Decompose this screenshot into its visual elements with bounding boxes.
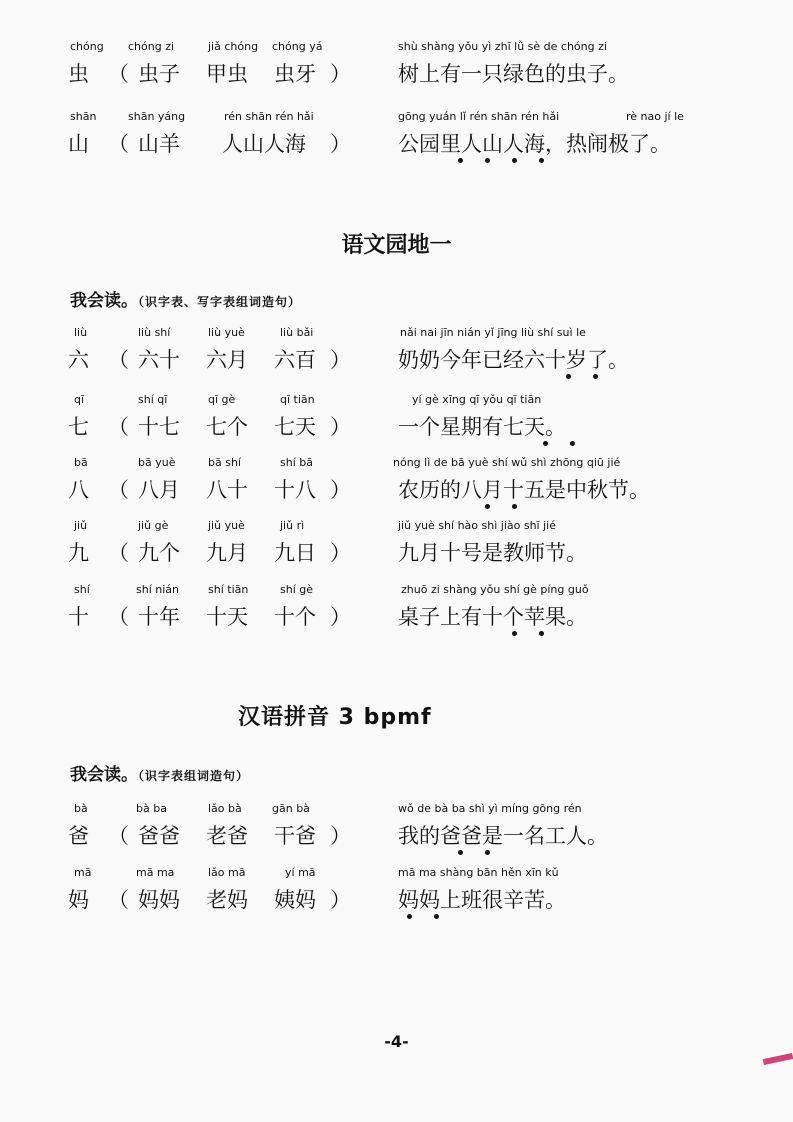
section-title: 语文园地一 <box>341 233 452 258</box>
example-sentence: 我的爸爸是一名工人。 <box>398 824 608 848</box>
pinyin-char: liù <box>74 326 88 339</box>
emphasis-dot <box>566 374 571 379</box>
pinyin-word-2: lǎo bà <box>208 802 242 815</box>
pinyin-word-3: qī tiān <box>280 393 315 406</box>
subsection-note: （识字表组词造句） <box>138 769 250 783</box>
word-1: 八月 <box>138 478 180 502</box>
open-paren: （ <box>108 132 129 156</box>
word-3: 九日 <box>274 541 316 565</box>
example-sentence: 桌子上有十个苹果。 <box>398 605 587 629</box>
emphasis-dot <box>543 441 548 446</box>
pinyin-sentence: mā ma shàng bān hěn xīn kǔ <box>398 866 559 879</box>
example-sentence: 公园里人山人海，热闹极了。 <box>398 132 671 156</box>
open-paren: （ <box>108 478 129 502</box>
example-sentence: 一个星期有七天。 <box>398 415 566 439</box>
pinyin-char: qī <box>74 393 85 406</box>
word-2: 甲虫 <box>206 62 248 86</box>
close-paren: ） <box>330 824 351 848</box>
open-paren: （ <box>108 605 129 629</box>
pinyin-sentence: zhuō zi shàng yǒu shí gè píng guǒ <box>401 583 589 596</box>
page-number: -4- <box>384 1032 409 1051</box>
pinyin-word-1: shí qī <box>138 393 168 406</box>
pinyin-word-3: gān bà <box>272 802 310 815</box>
open-paren: （ <box>108 62 129 86</box>
character: 妈 <box>68 888 89 912</box>
subsection-title: 我会读。 <box>70 765 138 785</box>
pinyin-sentence: wǒ de bà ba shì yì míng gōng rén <box>398 802 582 815</box>
pinyin-char: shí <box>74 583 90 596</box>
close-paren: ） <box>330 62 351 86</box>
character: 七 <box>68 415 89 439</box>
close-paren: ） <box>330 348 351 372</box>
word-1: 十年 <box>138 605 180 629</box>
pinyin-word-1: liù shí <box>138 326 171 339</box>
pinyin-word-1: chóng zi <box>128 40 175 53</box>
pinyin-char: chóng <box>70 40 104 53</box>
section-title: 汉语拼音 3 bpmf <box>238 705 432 730</box>
word-2: 老爸 <box>206 824 248 848</box>
word-3: 十八 <box>274 478 316 502</box>
character: 十 <box>68 605 89 629</box>
word-2: 九月 <box>206 541 248 565</box>
character: 九 <box>68 541 89 565</box>
subsection-title: 我会读。 <box>70 291 138 311</box>
subsection-note: （识字表、写字表组词造句） <box>138 295 302 309</box>
pinyin-sentence: jiǔ yuè shí hào shì jiào shī jié <box>398 519 556 532</box>
pinyin-word-2: jiǔ yuè <box>208 519 245 532</box>
word-3: 六百 <box>274 348 316 372</box>
pinyin-char: shān <box>70 110 97 123</box>
pinyin-word-3: shí bā <box>280 456 313 469</box>
emphasis-dot <box>485 850 490 855</box>
emphasis-dot <box>512 504 517 509</box>
pinyin-sentence-2: rè nao jí le <box>626 110 684 123</box>
pinyin-word-3: chóng yá <box>272 40 323 53</box>
emphasis-dot <box>593 374 598 379</box>
open-paren: （ <box>108 415 129 439</box>
pinyin-word-3: liù bǎi <box>280 326 314 339</box>
pinyin-word-3: shí gè <box>280 583 314 596</box>
open-paren: （ <box>108 888 129 912</box>
emphasis-dot <box>539 631 544 636</box>
pinyin-char: bā <box>74 456 88 469</box>
pinyin-word-3: yí mā <box>285 866 316 879</box>
open-paren: （ <box>108 824 129 848</box>
close-paren: ） <box>330 541 351 565</box>
pinyin-word-3: jiǔ rì <box>280 519 305 532</box>
subsection-heading <box>70 760 249 785</box>
emphasis-dot <box>458 158 463 163</box>
word-3: 虫牙 <box>274 62 316 86</box>
word-2: 人山人海 <box>222 132 306 156</box>
pinyin-word-1: jiǔ gè <box>138 519 169 532</box>
pinyin-word-1: mā ma <box>136 866 175 879</box>
example-sentence: 妈妈上班很辛苦。 <box>398 888 566 912</box>
example-sentence: 奶奶今年已经六十岁了。 <box>398 348 629 372</box>
emphasis-dot <box>407 914 412 919</box>
character: 虫 <box>68 62 89 86</box>
pinyin-word-1: shí nián <box>136 583 179 596</box>
emphasis-dot <box>512 631 517 636</box>
open-paren: （ <box>108 541 129 565</box>
pinyin-sentence: yí gè xīng qī yǒu qī tiān <box>412 393 542 406</box>
pinyin-sentence: shù shàng yǒu yì zhī lǜ sè de chóng zi <box>398 40 607 53</box>
character: 爸 <box>68 824 89 848</box>
pinyin-sentence: nǎi nai jīn nián yǐ jīng liù shí suì le <box>400 326 586 339</box>
pinyin-sentence: nóng lì de bā yuè shí wǔ shì zhōng qiū jié <box>393 456 621 469</box>
emphasis-dot <box>570 441 575 446</box>
pinyin-word-2: qī gè <box>208 393 236 406</box>
word-1: 九个 <box>138 541 180 565</box>
character: 山 <box>68 132 89 156</box>
close-paren: ） <box>330 888 351 912</box>
emphasis-dot <box>434 914 439 919</box>
pinyin-word-2: bā shí <box>208 456 241 469</box>
word-3: 十个 <box>274 605 316 629</box>
close-paren: ） <box>330 605 351 629</box>
pinyin-char: bà <box>74 802 88 815</box>
word-2: 十天 <box>206 605 248 629</box>
word-1: 十七 <box>138 415 180 439</box>
pinyin-char: mā <box>74 866 92 879</box>
emphasis-dot <box>539 158 544 163</box>
word-2: 八十 <box>206 478 248 502</box>
example-sentence: 九月十号是教师节。 <box>398 541 587 565</box>
pinyin-sentence: gōng yuán lǐ rén shān rén hǎi <box>398 110 560 123</box>
word-2: 七个 <box>206 415 248 439</box>
pinyin-word-1: bā yuè <box>138 456 176 469</box>
word-1: 爸爸 <box>138 824 180 848</box>
word-1: 六十 <box>138 348 180 372</box>
example-sentence: 农历的八月十五是中秋节。 <box>398 478 650 502</box>
pinyin-word-1: bà ba <box>136 802 167 815</box>
emphasis-dot <box>485 158 490 163</box>
pinyin-word-1: shān yáng <box>128 110 186 123</box>
word-1: 妈妈 <box>138 888 180 912</box>
character: 八 <box>68 478 89 502</box>
word-3: 干爸 <box>274 824 316 848</box>
emphasis-dot <box>458 850 463 855</box>
example-sentence: 树上有一只绿色的虫子。 <box>398 62 629 86</box>
word-2: 老妈 <box>206 888 248 912</box>
word-3: 七天 <box>274 415 316 439</box>
word-2: 六月 <box>206 348 248 372</box>
close-paren: ） <box>330 415 351 439</box>
word-1: 山羊 <box>138 132 180 156</box>
pinyin-word-2: shí tiān <box>208 583 249 596</box>
word-3: 姨妈 <box>274 888 316 912</box>
word-1: 虫子 <box>138 62 180 86</box>
character: 六 <box>68 348 89 372</box>
pinyin-word-2: jiǎ chóng <box>208 40 259 53</box>
pinyin-char: jiǔ <box>74 519 88 532</box>
emphasis-dot <box>512 158 517 163</box>
close-paren: ） <box>330 132 351 156</box>
page-edge-mark <box>763 1053 793 1065</box>
close-paren: ） <box>330 478 351 502</box>
emphasis-dot <box>485 504 490 509</box>
pinyin-word-2: lǎo mā <box>208 866 246 879</box>
open-paren: （ <box>108 348 129 372</box>
pinyin-word-2: liù yuè <box>208 326 245 339</box>
pinyin-word-2: rén shān rén hǎi <box>224 110 314 123</box>
subsection-heading <box>70 286 301 311</box>
